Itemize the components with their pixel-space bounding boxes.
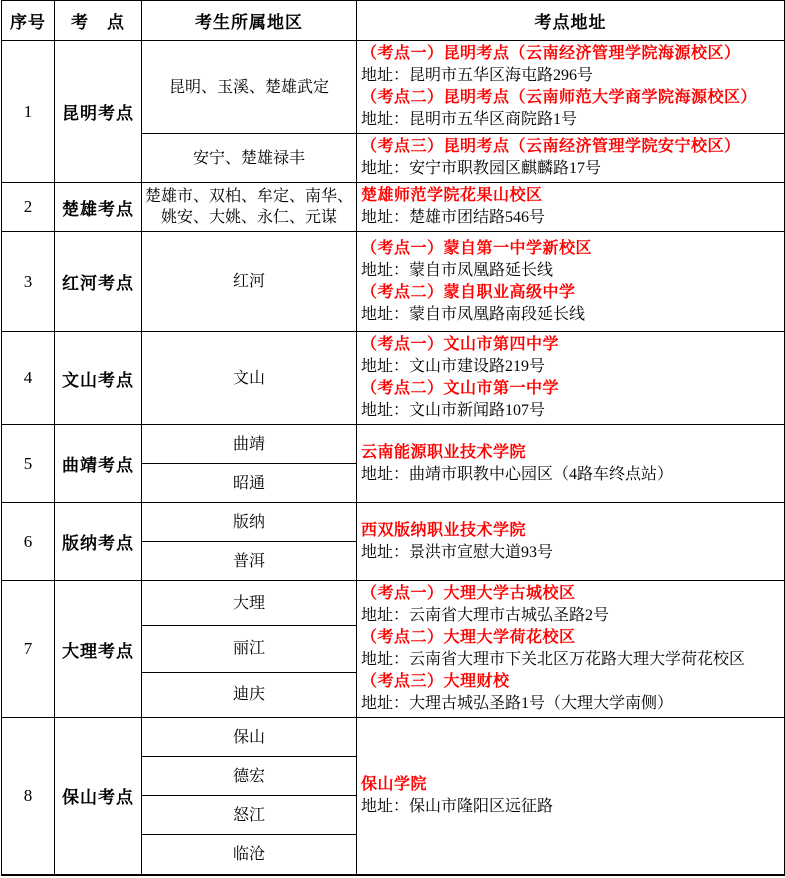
row7-region-3: 迪庆 <box>142 672 357 717</box>
table-row <box>2 41 785 134</box>
table-row <box>2 183 785 232</box>
row5-site: 曲靖考点 <box>55 425 142 503</box>
venue-name: （考点三）大理财校 <box>361 673 510 690</box>
row6-address <box>357 503 785 581</box>
venue-name: （考点三）昆明考点（云南经济管理学院安宁校区） <box>361 138 741 155</box>
row2-site: 楚雄考点 <box>55 183 142 232</box>
row8-no: 8 <box>2 718 55 875</box>
venue-address: 地址：蒙自市凤凰路南段延长线 <box>361 305 586 323</box>
venue-address: 地址：安宁市职教园区麒麟路17号 <box>361 160 602 177</box>
row2-address <box>357 183 785 232</box>
row8-region-2: 德宏 <box>142 757 357 796</box>
venue-name: （考点一）昆明考点（云南经济管理学院海源校区） <box>361 45 741 62</box>
row7-region-1: 大理 <box>142 581 357 626</box>
row3-no: 3 <box>2 232 55 332</box>
venue-address: 地址：文山市新闻路107号 <box>361 402 546 419</box>
table-row <box>2 425 785 464</box>
row6-region-1: 版纳 <box>142 503 357 542</box>
row1-address-1 <box>357 41 785 134</box>
venue-address: 地址：云南省大理市古城弘圣路2号 <box>361 607 610 624</box>
row4-no: 4 <box>2 332 55 425</box>
venue-name: （考点二）文山市第一中学 <box>361 380 560 397</box>
table-row <box>2 718 785 757</box>
row1-region-1: 昆明、玉溪、楚雄武定 <box>142 41 357 134</box>
row8-region-4: 临沧 <box>142 835 357 875</box>
row6-region-2: 普洱 <box>142 542 357 581</box>
row5-region-2: 昭通 <box>142 464 357 503</box>
header-row <box>2 1 785 41</box>
row8-site: 保山考点 <box>55 718 142 875</box>
venue-name: （考点一）大理大学古城校区 <box>361 585 576 602</box>
venue-address: 地址：楚雄市团结路546号 <box>361 209 546 226</box>
header-no: 序号 <box>2 1 55 41</box>
row2-no: 2 <box>2 183 55 232</box>
venue-address: 地址：云南省大理市下关北区万花路大理大学荷花校区 <box>361 651 746 668</box>
table-row <box>2 503 785 542</box>
exam-sites-table <box>1 0 785 876</box>
row5-no: 5 <box>2 425 55 503</box>
header-region: 考生所属地区 <box>142 1 357 41</box>
row7-site: 大理考点 <box>55 581 142 718</box>
venue-name: （考点二）昆明考点（云南师范大学商学院海源校区） <box>361 89 758 106</box>
venue-address: 地址：蒙自市凤凰路延长线 <box>361 261 554 279</box>
venue-address: 地址：昆明市五华区海屯路296号 <box>361 67 594 84</box>
row6-no: 6 <box>2 503 55 581</box>
table-row <box>2 332 785 425</box>
venue-name: 云南能源职业技术学院 <box>361 443 527 461</box>
venue-name: （考点一）蒙自第一中学新校区 <box>361 239 593 257</box>
venue-address: 地址：昆明市五华区商院路1号 <box>361 111 578 128</box>
table-row <box>2 581 785 626</box>
row2-region: 楚雄市、双柏、牟定、南华、姚安、大姚、永仁、元谋 <box>142 183 357 232</box>
row8-region-3: 怒江 <box>142 796 357 835</box>
venue-name: 保山学院 <box>361 775 428 793</box>
row7-no: 7 <box>2 581 55 718</box>
row1-no: 1 <box>2 41 55 183</box>
row3-address <box>357 232 785 332</box>
row1-site: 昆明考点 <box>55 41 142 183</box>
table-row <box>2 232 785 332</box>
venue-address: 地址：大理古城弘圣路1号（大理大学南侧） <box>361 695 674 712</box>
row5-region-1: 曲靖 <box>142 425 357 464</box>
row4-region: 文山 <box>142 332 357 425</box>
row3-site: 红河考点 <box>55 232 142 332</box>
venue-address: 地址：保山市隆阳区远征路 <box>361 797 554 815</box>
venue-name: （考点一）文山市第四中学 <box>361 336 560 353</box>
row4-address <box>357 332 785 425</box>
venue-name: 西双版纳职业技术学院 <box>361 521 527 539</box>
row1-address-2 <box>357 134 785 183</box>
header-site: 考 点 <box>55 1 142 41</box>
row7-address <box>357 581 785 718</box>
header-address: 考点地址 <box>357 1 785 41</box>
venue-name: （考点二）蒙自职业高级中学 <box>361 283 576 301</box>
row8-address <box>357 718 785 875</box>
row4-site: 文山考点 <box>55 332 142 425</box>
row3-region: 红河 <box>142 232 357 332</box>
venue-address: 地址：文山市建设路219号 <box>361 358 546 375</box>
row8-region-1: 保山 <box>142 718 357 757</box>
venue-name: 楚雄师范学院花果山校区 <box>361 187 543 204</box>
venue-address: 地址：曲靖市职教中心园区（4路车终点站） <box>361 465 674 483</box>
row7-region-2: 丽江 <box>142 626 357 672</box>
row6-site: 版纳考点 <box>55 503 142 581</box>
venue-name: （考点二）大理大学荷花校区 <box>361 629 576 646</box>
row1-region-2: 安宁、楚雄禄丰 <box>142 134 357 183</box>
venue-address: 地址：景洪市宣慰大道93号 <box>361 543 554 561</box>
row5-address <box>357 425 785 503</box>
